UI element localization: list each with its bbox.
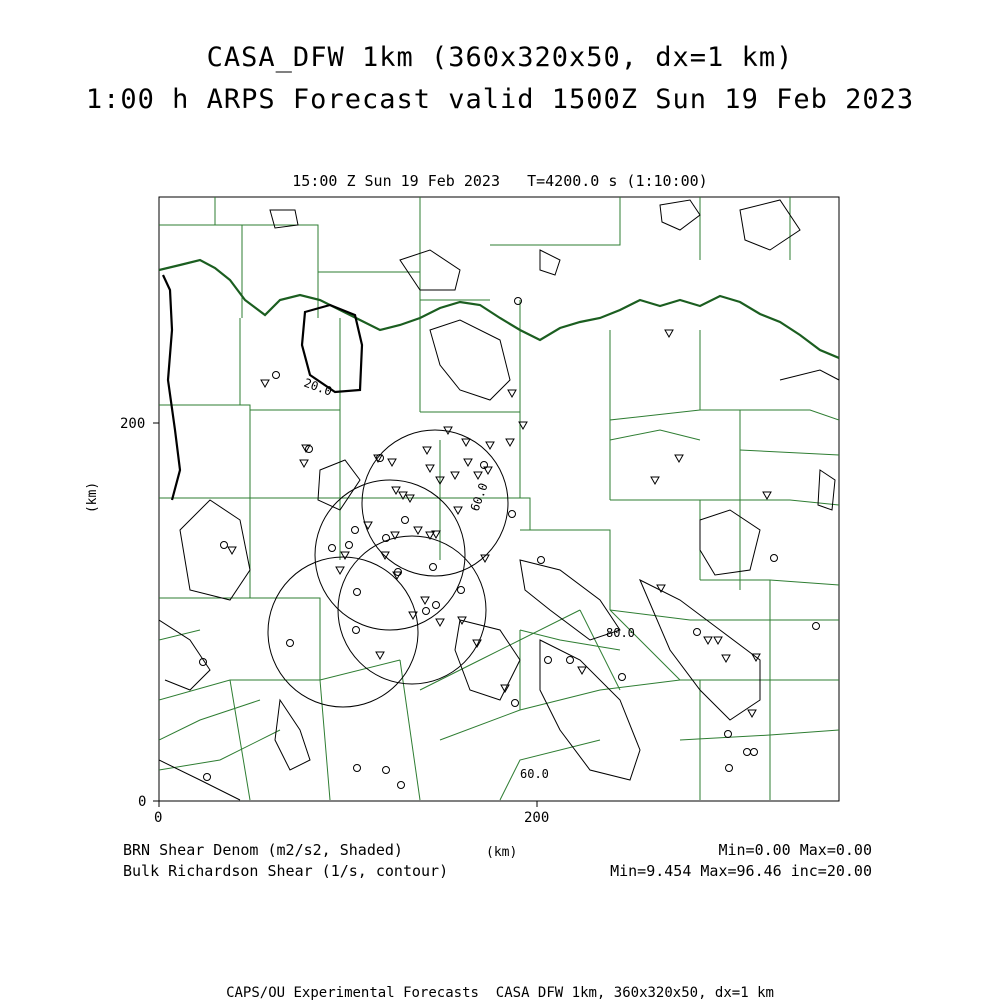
station-triangle-icon: [714, 637, 722, 644]
station-triangle-icon: [474, 472, 482, 479]
legend-contour-field: Bulk Richardson Shear (1/s, contour): [123, 862, 449, 880]
station-circle-icon: [398, 782, 405, 789]
station-triangle-icon: [578, 667, 586, 674]
map-title: CASA_DFW 1km (360x320x50, dx=1 km): [206, 42, 794, 73]
station-triangle-icon: [508, 390, 516, 397]
station-circle-icon: [402, 517, 409, 524]
station-triangle-icon: [426, 465, 434, 472]
station-triangle-icon: [376, 652, 384, 659]
x-tick-0: 0: [154, 810, 163, 826]
station-triangle-icon: [748, 710, 756, 717]
station-triangle-icon: [261, 380, 269, 387]
station-circle-icon: [512, 700, 519, 707]
station-circle-icon: [383, 767, 390, 774]
y-tick-200: 200: [120, 416, 146, 432]
station-circle-icon: [619, 674, 626, 681]
contour-label-80: 80.0: [606, 626, 635, 640]
station-triangle-icon: [336, 567, 344, 574]
station-triangle-icon: [464, 459, 472, 466]
station-triangle-icon: [300, 460, 308, 467]
valid-time-label: 15:00 Z Sun 19 Feb 2023 T=4200.0 s (1:10:00): [292, 172, 708, 190]
station-triangle-icon: [421, 597, 429, 604]
station-triangle-icon: [414, 527, 422, 534]
shaded-field-stats: Min=0.00 Max=0.00: [718, 841, 872, 859]
station-triangle-icon: [722, 655, 730, 662]
y-tick-0: 0: [138, 794, 147, 810]
station-circle-icon: [545, 657, 552, 664]
x-tick-200: 200: [524, 810, 550, 826]
station-circle-icon: [813, 623, 820, 630]
contour-field-stats: Min=9.454 Max=96.46 inc=20.00: [610, 862, 872, 880]
x-axis-unit: (km): [486, 845, 518, 860]
radar-ring-2: [315, 480, 465, 630]
radar-ring-4: [268, 557, 418, 707]
contour-label-60b: 60.0: [520, 767, 549, 781]
station-circle-icon: [204, 774, 211, 781]
station-circle-icon: [352, 527, 359, 534]
station-circle-icon: [694, 629, 701, 636]
station-triangle-icon: [486, 442, 494, 449]
station-circle-icon: [725, 731, 732, 738]
station-circle-icon: [751, 749, 758, 756]
station-circle-icon: [433, 602, 440, 609]
state-border: [159, 260, 839, 358]
station-circle-icon: [354, 765, 361, 772]
station-triangle-icon: [506, 439, 514, 446]
station-triangle-icon: [454, 507, 462, 514]
station-circle-icon: [567, 657, 574, 664]
station-circle-icon: [726, 765, 733, 772]
station-circles: [200, 298, 820, 789]
county-boundaries: [159, 197, 839, 800]
station-circle-icon: [354, 589, 361, 596]
station-triangle-icon: [228, 547, 236, 554]
station-circle-icon: [744, 749, 751, 756]
station-triangle-icon: [392, 487, 400, 494]
legend-shaded-field: BRN Shear Denom (m2/s2, Shaded): [123, 841, 403, 859]
map-subtitle: 1:00 h ARPS Forecast valid 1500Z Sun 19 Feb 2023: [85, 84, 915, 115]
station-circle-icon: [329, 545, 336, 552]
station-triangle-icon: [462, 439, 470, 446]
station-circle-icon: [287, 640, 294, 647]
station-triangle-icon: [451, 472, 459, 479]
station-circle-icon: [346, 542, 353, 549]
station-circle-icon: [221, 542, 228, 549]
station-triangle-icon: [651, 477, 659, 484]
station-circle-icon: [509, 511, 516, 518]
radar-range-rings: [268, 430, 508, 707]
contour-label-20: 20.0: [301, 375, 334, 399]
station-triangle-icon: [704, 637, 712, 644]
station-circle-icon: [353, 627, 360, 634]
station-circle-icon: [273, 372, 280, 379]
radar-ring-1: [362, 430, 508, 576]
station-triangle-icon: [341, 552, 349, 559]
plot-frame: [159, 197, 839, 801]
station-triangle-icon: [665, 330, 673, 337]
station-triangle-icon: [436, 619, 444, 626]
station-triangle-icon: [763, 492, 771, 499]
station-triangle-icon: [388, 459, 396, 466]
station-triangle-icon: [675, 455, 683, 462]
station-circle-icon: [430, 564, 437, 571]
station-circle-icon: [458, 587, 465, 594]
station-circle-icon: [423, 608, 430, 615]
station-triangle-icon: [423, 447, 431, 454]
station-circle-icon: [538, 557, 545, 564]
contour-label-60a: 60.0: [467, 481, 491, 514]
footer-credit: CAPS/OU Experimental Forecasts CASA DFW 1km, 360x320x50, dx=1 km: [226, 985, 774, 1001]
y-axis-label: (km): [85, 481, 101, 514]
station-circle-icon: [771, 555, 778, 562]
